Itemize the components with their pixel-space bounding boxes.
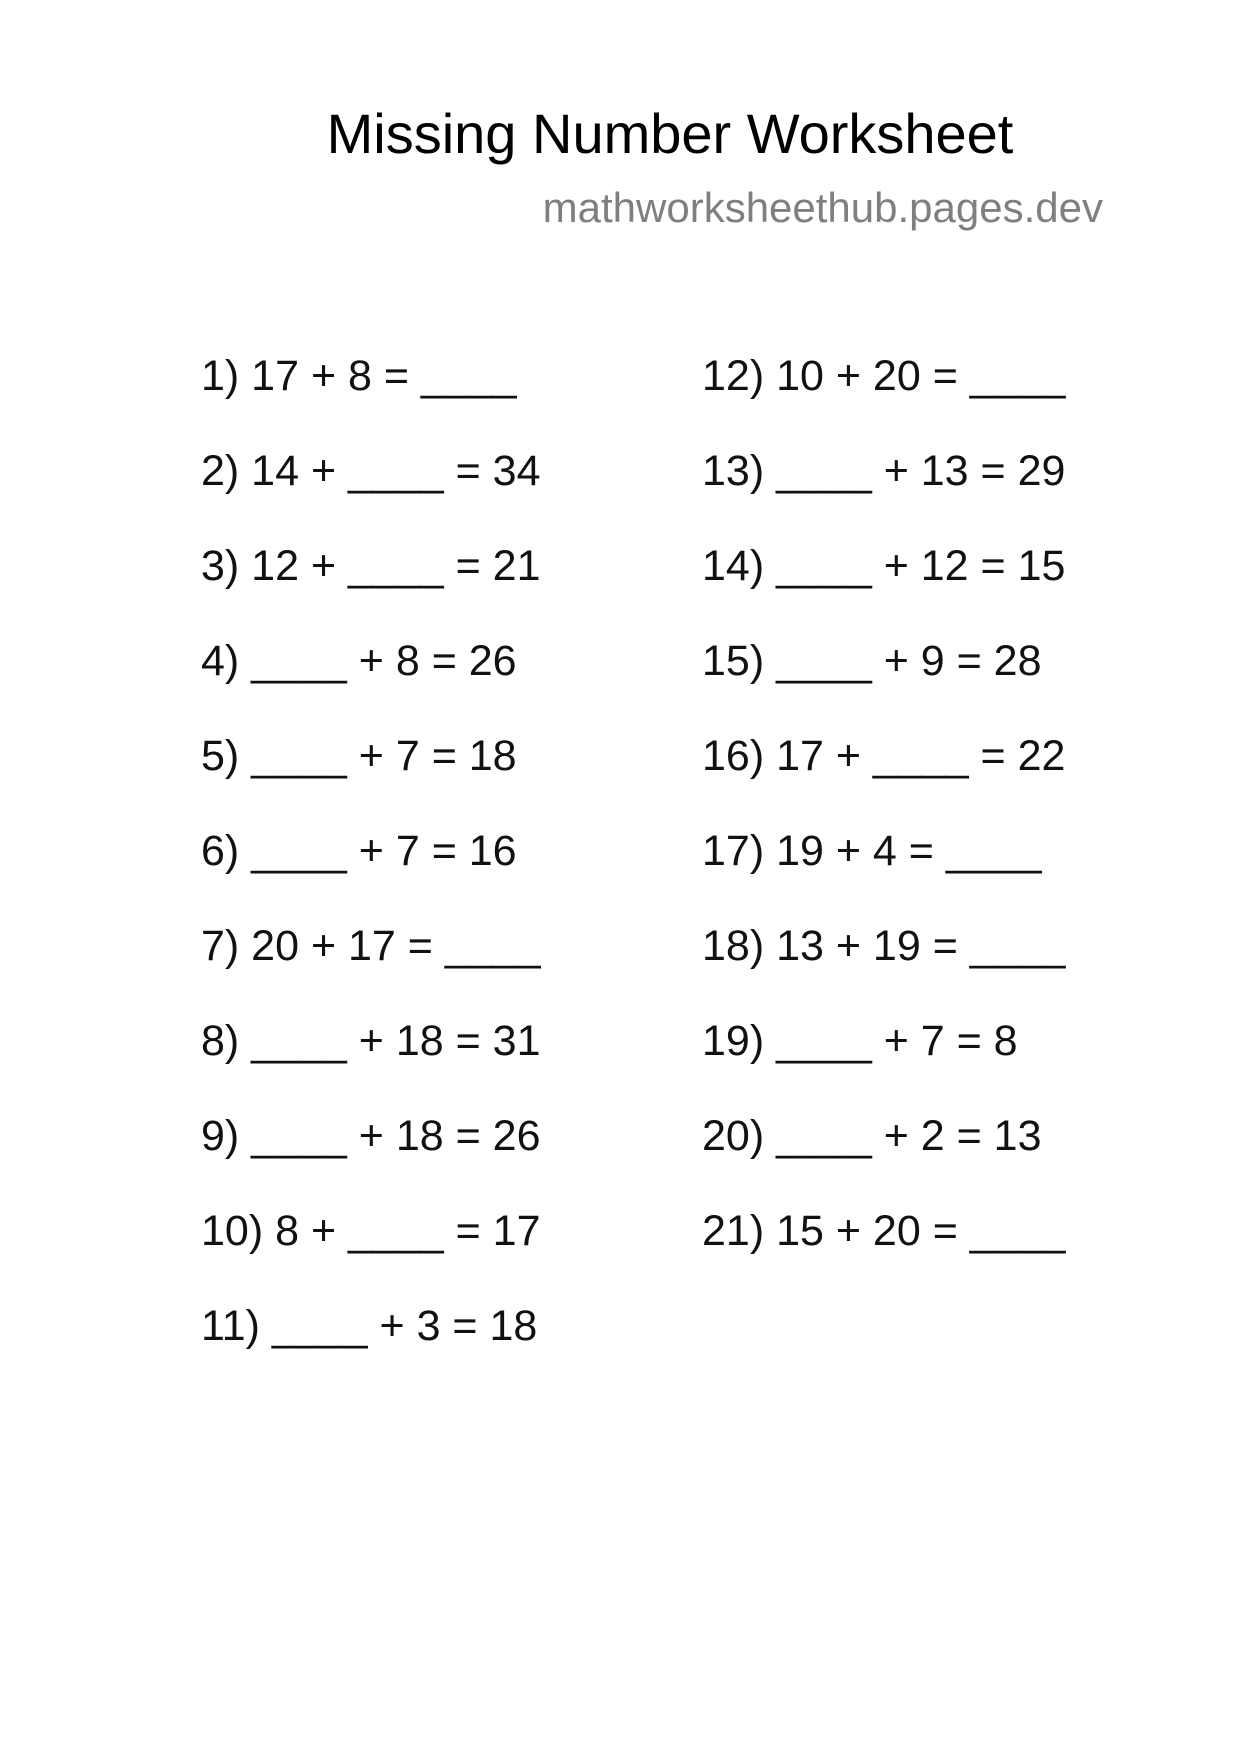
problem-9: 9) ____ + 18 = 26 [201, 1112, 541, 1160]
problem-4: 4) ____ + 8 = 26 [201, 637, 517, 685]
problem-15: 15) ____ + 9 = 28 [702, 637, 1042, 685]
problem-13: 13) ____ + 13 = 29 [702, 447, 1066, 495]
problem-column-left [201, 351, 541, 1396]
page-title: Missing Number Worksheet [326, 102, 1014, 165]
problem-10: 10) 8 + ____ = 17 [201, 1207, 541, 1255]
problem-2: 2) 14 + ____ = 34 [201, 447, 541, 495]
source-url: mathworksheethub.pages.dev [542, 184, 1103, 231]
problem-20: 20) ____ + 2 = 13 [702, 1112, 1042, 1160]
problem-14: 14) ____ + 12 = 15 [702, 542, 1066, 590]
problem-11: 11) ____ + 3 = 18 [201, 1302, 538, 1350]
problem-5: 5) ____ + 7 = 18 [201, 732, 517, 780]
problem-17: 17) 19 + 4 = ____ [702, 827, 1042, 875]
problem-12: 12) 10 + 20 = ____ [702, 352, 1066, 400]
problem-8: 8) ____ + 18 = 31 [201, 1017, 541, 1065]
problem-19: 19) ____ + 7 = 8 [702, 1017, 1018, 1065]
problem-3: 3) 12 + ____ = 21 [201, 542, 541, 590]
problem-21: 21) 15 + 20 = ____ [702, 1207, 1066, 1255]
problem-1: 1) 17 + 8 = ____ [201, 352, 517, 400]
problem-6: 6) ____ + 7 = 16 [201, 827, 517, 875]
problem-column-right [702, 351, 1065, 1301]
problem-7: 7) 20 + 17 = ____ [201, 922, 541, 970]
problem-16: 16) 17 + ____ = 22 [702, 732, 1066, 780]
problem-18: 18) 13 + 19 = ____ [702, 922, 1066, 970]
